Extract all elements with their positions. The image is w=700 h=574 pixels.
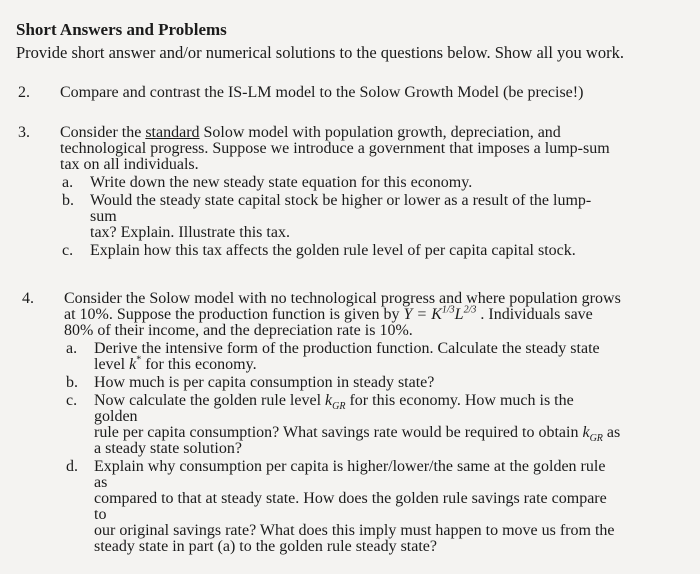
question-number: 4. — [22, 290, 34, 307]
subquestion-c: c. Explain how this tax affects the golden rule level of per capita capital stock. — [62, 242, 576, 259]
question-text: Compare and contrast the IS-LM model to the Solow Growth Model (be precise!) — [60, 84, 584, 101]
subquestion-a: a. Write down the new steady state equation for this economy. — [62, 174, 473, 191]
subquestion-b: b. How much is per capita consumption in steady state? — [66, 374, 435, 391]
question-text-line: Consider the Solow model with no technological progress and where population grows — [64, 290, 621, 307]
question-text-line: tax on all individuals. — [60, 156, 199, 173]
underlined-word: standard — [145, 124, 200, 141]
production-function: $Y = K^{1/3}L^{2/3}$ — [403, 304, 477, 323]
subquestion-b: b. Would the steady state capital stock be higher or lower as a result of the lump-sum tax? Explain. Illustrate this tax. — [62, 192, 592, 241]
section-heading: Short Answers and Problems — [16, 20, 227, 39]
subquestion-d: d. Explain why consumption per capita is higher/lower/the same at the golden rule as compared to that at steady state. How does the golden rule savings rate compare to our original savings rate? What does this imply must happen to move us from the steady state in part (a) to the golden rule steady state? — [66, 458, 615, 555]
question-number: 2. — [18, 84, 30, 101]
question-text-line: 80% of their income, and the depreciation rate is 10%. — [64, 322, 413, 339]
question-text-line: Consider the standard Solow model with population growth, depreciation, and — [60, 124, 561, 141]
question-text-line: at 10%. Suppose the production function is given by $Y = K^{1/3}L^{2/3}$ . Individuals save — [64, 304, 593, 323]
question-text-line: technological progress. Suppose we introduce a government that imposes a lump-sum — [60, 140, 610, 157]
subquestion-c: c. Now calculate the golden rule level $k_{GR}$ for this economy. How much is the golden rule per capita consumption? What savings rate would be required to obtain $k_{GR}$ as a steady state solution? — [66, 392, 621, 457]
section-instructions: Provide short answer and/or numerical solutions to the questions below. Show all you work. — [16, 43, 624, 62]
subquestion-a: a. Derive the intensive form of the production function. Calculate the steady state level k* for this economy. — [66, 340, 600, 373]
question-number: 3. — [18, 124, 30, 141]
